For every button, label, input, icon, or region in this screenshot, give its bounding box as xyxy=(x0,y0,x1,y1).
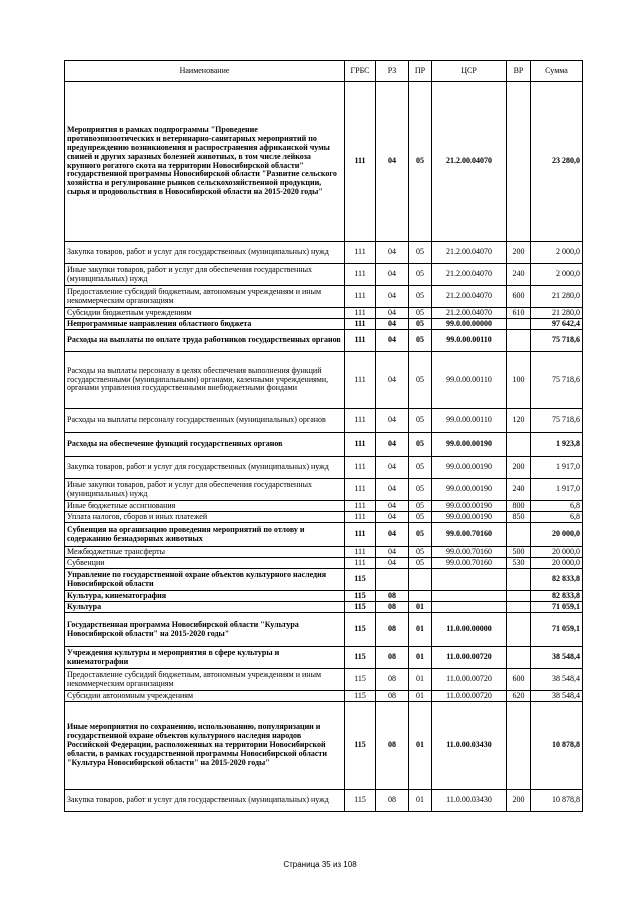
cell-vr: 100 xyxy=(507,352,531,409)
cell-pr: 01 xyxy=(409,702,432,790)
cell-rz: 04 xyxy=(376,501,409,512)
table-row xyxy=(65,352,583,409)
cell-vr xyxy=(507,702,531,790)
cell-sum: 71 059,1 xyxy=(531,602,583,613)
cell-csr: 99.0.00.00110 xyxy=(432,352,507,409)
cell-pr: 05 xyxy=(409,82,432,242)
cell-vr: 800 xyxy=(507,501,531,512)
cell-sum: 20 000,0 xyxy=(531,523,583,547)
cell-sum: 82 833,8 xyxy=(531,569,583,591)
cell-grbs: 115 xyxy=(345,591,376,602)
cell-rz: 08 xyxy=(376,702,409,790)
cell-csr: 11.0.00.03430 xyxy=(432,790,507,812)
cell-pr: 01 xyxy=(409,669,432,691)
cell-name: Непрограммные направления областного бюджета xyxy=(65,319,345,330)
cell-pr: 05 xyxy=(409,457,432,479)
cell-vr: 240 xyxy=(507,264,531,286)
cell-sum: 1 917,0 xyxy=(531,479,583,501)
cell-csr: 21.2.00.04070 xyxy=(432,82,507,242)
cell-vr xyxy=(507,330,531,352)
cell-rz xyxy=(376,569,409,591)
cell-name: Расходы на выплаты по оплате труда работников государственных органов xyxy=(65,330,345,352)
column-header-sum: Сумма xyxy=(531,61,583,82)
table-row xyxy=(65,547,583,558)
table-row xyxy=(65,669,583,691)
cell-name: Межбюджетные трансферты xyxy=(65,547,345,558)
table-row xyxy=(65,319,583,330)
table-row xyxy=(65,501,583,512)
cell-sum: 38 548,4 xyxy=(531,691,583,702)
cell-rz: 04 xyxy=(376,308,409,319)
cell-grbs: 111 xyxy=(345,558,376,569)
cell-grbs: 111 xyxy=(345,523,376,547)
cell-pr xyxy=(409,569,432,591)
cell-grbs: 111 xyxy=(345,457,376,479)
table-header-row xyxy=(65,61,583,82)
cell-name: Закупка товаров, работ и услуг для государственных (муниципальных) нужд xyxy=(65,790,345,812)
cell-csr: 99.0.00.70160 xyxy=(432,558,507,569)
cell-rz: 04 xyxy=(376,82,409,242)
cell-csr: 21.2.00.04070 xyxy=(432,242,507,264)
cell-csr: 99.0.00.00190 xyxy=(432,433,507,457)
cell-name: Уплата налогов, сборов и иных платежей xyxy=(65,512,345,523)
cell-name: Иные бюджетные ассигнования xyxy=(65,501,345,512)
table-row xyxy=(65,286,583,308)
column-header-rz: РЗ xyxy=(376,61,409,82)
cell-name: Расходы на выплаты персоналу в целях обеспечения выполнения функций государственными (муниципальными) органами, казенными учреждениями, органами управления государственными внебюджетными фондами xyxy=(65,352,345,409)
cell-name: Расходы на обеспечение функций государственных органов xyxy=(65,433,345,457)
column-header-grbs: ГРБС xyxy=(345,61,376,82)
table-row xyxy=(65,308,583,319)
cell-pr: 05 xyxy=(409,286,432,308)
cell-pr: 01 xyxy=(409,613,432,647)
cell-csr: 99.0.00.00000 xyxy=(432,319,507,330)
cell-sum: 1 917,0 xyxy=(531,457,583,479)
cell-csr: 21.2.00.04070 xyxy=(432,308,507,319)
cell-pr: 05 xyxy=(409,433,432,457)
cell-grbs: 111 xyxy=(345,547,376,558)
cell-grbs: 111 xyxy=(345,512,376,523)
cell-vr xyxy=(507,433,531,457)
table-row xyxy=(65,433,583,457)
cell-vr: 600 xyxy=(507,286,531,308)
cell-vr: 850 xyxy=(507,512,531,523)
cell-name: Культура, кинематография xyxy=(65,591,345,602)
cell-name: Субвенции xyxy=(65,558,345,569)
cell-csr: 99.0.00.00190 xyxy=(432,457,507,479)
cell-rz: 04 xyxy=(376,433,409,457)
cell-csr: 99.0.00.00110 xyxy=(432,409,507,433)
cell-name: Культура xyxy=(65,602,345,613)
cell-rz: 04 xyxy=(376,457,409,479)
cell-vr xyxy=(507,591,531,602)
cell-rz: 04 xyxy=(376,352,409,409)
cell-sum: 6,8 xyxy=(531,512,583,523)
table-row xyxy=(65,558,583,569)
cell-name: Мероприятия в рамках подпрограммы "Проведение противоэпизоотических и ветеринарно-санитарных мероприятий по предупреждению возникновения и распространения африканской чумы свиней и других заразных болезней животных, в том числе лейкоза крупного рогатого скота на территории Новосибирской области" государственной программы Новосибирской области "Развитие сельского хозяйства и регулирование рынков сельскохозяйственной продукции, сырья и продовольствия в Новосибирской области на 2015-2020 годы" xyxy=(65,82,345,242)
cell-grbs: 111 xyxy=(345,286,376,308)
cell-pr: 05 xyxy=(409,308,432,319)
cell-sum: 23 280,0 xyxy=(531,82,583,242)
cell-csr: 11.0.00.00720 xyxy=(432,691,507,702)
cell-vr: 530 xyxy=(507,558,531,569)
cell-name: Иные закупки товаров, работ и услуг для обеспечения государственных (муниципальных) нужд xyxy=(65,264,345,286)
table-row xyxy=(65,82,583,242)
cell-vr xyxy=(507,602,531,613)
cell-rz: 08 xyxy=(376,647,409,669)
cell-sum: 2 000,0 xyxy=(531,264,583,286)
cell-csr xyxy=(432,591,507,602)
cell-rz: 04 xyxy=(376,558,409,569)
cell-grbs: 111 xyxy=(345,82,376,242)
cell-rz: 08 xyxy=(376,602,409,613)
cell-rz: 04 xyxy=(376,512,409,523)
cell-grbs: 111 xyxy=(345,433,376,457)
cell-vr: 610 xyxy=(507,308,531,319)
cell-pr: 05 xyxy=(409,330,432,352)
cell-grbs: 111 xyxy=(345,264,376,286)
page-number: Страница 35 из 108 xyxy=(283,860,357,869)
cell-grbs: 115 xyxy=(345,702,376,790)
cell-pr: 01 xyxy=(409,647,432,669)
cell-vr xyxy=(507,613,531,647)
cell-vr xyxy=(507,319,531,330)
cell-pr: 05 xyxy=(409,523,432,547)
cell-name: Предоставление субсидий бюджетным, автономным учреждениям и иным некоммерческим организациям xyxy=(65,669,345,691)
cell-csr: 99.0.00.70160 xyxy=(432,547,507,558)
cell-rz: 08 xyxy=(376,790,409,812)
cell-grbs: 115 xyxy=(345,790,376,812)
cell-sum: 10 878,8 xyxy=(531,790,583,812)
cell-rz: 04 xyxy=(376,479,409,501)
cell-rz: 04 xyxy=(376,547,409,558)
cell-rz: 04 xyxy=(376,286,409,308)
cell-grbs: 111 xyxy=(345,479,376,501)
cell-vr: 620 xyxy=(507,691,531,702)
column-header-name: Наименование xyxy=(65,61,345,82)
cell-csr: 99.0.00.70160 xyxy=(432,523,507,547)
table-row xyxy=(65,691,583,702)
table-row xyxy=(65,457,583,479)
cell-grbs: 111 xyxy=(345,352,376,409)
cell-rz: 08 xyxy=(376,591,409,602)
cell-name: Субсидии бюджетным учреждениям xyxy=(65,308,345,319)
cell-pr: 05 xyxy=(409,264,432,286)
cell-name: Государственная программа Новосибирской области "Культура Новосибирской области" на 2015-2020 годы" xyxy=(65,613,345,647)
cell-sum: 71 059,1 xyxy=(531,613,583,647)
cell-grbs: 111 xyxy=(345,330,376,352)
cell-pr: 05 xyxy=(409,512,432,523)
cell-csr: 99.0.00.00190 xyxy=(432,501,507,512)
cell-name: Иные закупки товаров, работ и услуг для обеспечения государственных (муниципальных) нужд xyxy=(65,479,345,501)
table-row xyxy=(65,523,583,547)
column-header-csr: ЦСР xyxy=(432,61,507,82)
cell-csr: 11.0.00.00000 xyxy=(432,613,507,647)
cell-rz: 04 xyxy=(376,264,409,286)
cell-csr xyxy=(432,569,507,591)
cell-vr xyxy=(507,647,531,669)
cell-name: Управление по государственной охране объектов культурного наследия Новосибирской области xyxy=(65,569,345,591)
cell-csr xyxy=(432,602,507,613)
cell-vr: 200 xyxy=(507,790,531,812)
table-body xyxy=(65,82,583,812)
cell-csr: 11.0.00.00720 xyxy=(432,647,507,669)
cell-sum: 6,8 xyxy=(531,501,583,512)
cell-pr: 05 xyxy=(409,558,432,569)
cell-sum: 21 280,0 xyxy=(531,286,583,308)
cell-sum: 38 548,4 xyxy=(531,669,583,691)
cell-name: Закупка товаров, работ и услуг для государственных (муниципальных) нужд xyxy=(65,457,345,479)
cell-pr: 01 xyxy=(409,602,432,613)
cell-csr: 99.0.00.00190 xyxy=(432,479,507,501)
cell-csr: 11.0.00.03430 xyxy=(432,702,507,790)
cell-sum: 75 718,6 xyxy=(531,330,583,352)
cell-rz: 08 xyxy=(376,613,409,647)
cell-vr xyxy=(507,82,531,242)
cell-pr: 05 xyxy=(409,352,432,409)
cell-sum: 1 923,8 xyxy=(531,433,583,457)
table-row xyxy=(65,479,583,501)
cell-rz: 08 xyxy=(376,669,409,691)
cell-csr: 21.2.00.04070 xyxy=(432,286,507,308)
cell-grbs: 115 xyxy=(345,691,376,702)
cell-grbs: 115 xyxy=(345,647,376,669)
table-row xyxy=(65,569,583,591)
cell-sum: 20 000,0 xyxy=(531,547,583,558)
cell-sum: 20 000,0 xyxy=(531,558,583,569)
cell-pr: 05 xyxy=(409,501,432,512)
cell-rz: 04 xyxy=(376,242,409,264)
cell-sum: 97 642,4 xyxy=(531,319,583,330)
cell-sum: 82 833,8 xyxy=(531,591,583,602)
column-header-pr: ПР xyxy=(409,61,432,82)
table-row xyxy=(65,613,583,647)
cell-csr: 11.0.00.00720 xyxy=(432,669,507,691)
table-row xyxy=(65,790,583,812)
cell-sum: 2 000,0 xyxy=(531,242,583,264)
cell-vr: 240 xyxy=(507,479,531,501)
cell-vr: 120 xyxy=(507,409,531,433)
cell-vr xyxy=(507,569,531,591)
cell-name: Предоставление субсидий бюджетным, автономным учреждениям и иным некоммерческим организациям xyxy=(65,286,345,308)
cell-grbs: 115 xyxy=(345,602,376,613)
cell-sum: 75 718,6 xyxy=(531,409,583,433)
cell-rz: 04 xyxy=(376,330,409,352)
cell-pr xyxy=(409,591,432,602)
table-row xyxy=(65,330,583,352)
budget-table xyxy=(64,60,583,812)
cell-rz: 04 xyxy=(376,409,409,433)
cell-sum: 38 548,4 xyxy=(531,647,583,669)
cell-sum: 21 280,0 xyxy=(531,308,583,319)
cell-grbs: 111 xyxy=(345,319,376,330)
table-row xyxy=(65,409,583,433)
table-row xyxy=(65,702,583,790)
cell-rz: 04 xyxy=(376,523,409,547)
cell-grbs: 115 xyxy=(345,613,376,647)
cell-name: Учреждения культуры и мероприятия в сфере культуры и кинематографии xyxy=(65,647,345,669)
cell-sum: 10 878,8 xyxy=(531,702,583,790)
cell-pr: 01 xyxy=(409,691,432,702)
cell-grbs: 115 xyxy=(345,669,376,691)
cell-vr: 500 xyxy=(507,547,531,558)
cell-pr: 05 xyxy=(409,409,432,433)
cell-grbs: 111 xyxy=(345,242,376,264)
table-row xyxy=(65,602,583,613)
cell-grbs: 115 xyxy=(345,569,376,591)
cell-sum: 75 718,6 xyxy=(531,352,583,409)
cell-csr: 21.2.00.04070 xyxy=(432,264,507,286)
cell-vr xyxy=(507,523,531,547)
cell-name: Субсидии автономным учреждениям xyxy=(65,691,345,702)
cell-pr: 01 xyxy=(409,790,432,812)
cell-pr: 05 xyxy=(409,547,432,558)
cell-grbs: 111 xyxy=(345,409,376,433)
table-row xyxy=(65,512,583,523)
cell-grbs: 111 xyxy=(345,501,376,512)
table-row xyxy=(65,591,583,602)
cell-vr: 200 xyxy=(507,457,531,479)
cell-vr: 600 xyxy=(507,669,531,691)
table-row xyxy=(65,647,583,669)
cell-vr: 200 xyxy=(507,242,531,264)
cell-grbs: 111 xyxy=(345,308,376,319)
cell-pr: 05 xyxy=(409,319,432,330)
cell-name: Иные мероприятия по сохранению, использованию, популяризации и государственной охране объектов культурного наследия народов Российской Федерации, расположенных на территории Новосибирской области, в рамках государственной программы Новосибирской области "Культура Новосибирской области" на 2015-2020 годы" xyxy=(65,702,345,790)
column-header-vr: ВР xyxy=(507,61,531,82)
cell-pr: 05 xyxy=(409,242,432,264)
table-row xyxy=(65,242,583,264)
cell-csr: 99.0.00.00190 xyxy=(432,512,507,523)
cell-pr: 05 xyxy=(409,479,432,501)
cell-csr: 99.0.00.00110 xyxy=(432,330,507,352)
cell-name: Расходы на выплаты персоналу государственных (муниципальных) органов xyxy=(65,409,345,433)
cell-rz: 04 xyxy=(376,319,409,330)
table-row xyxy=(65,264,583,286)
cell-name: Субвенция на организацию проведения мероприятий по отлову и содержанию безнадзорных животных xyxy=(65,523,345,547)
cell-name: Закупка товаров, работ и услуг для государственных (муниципальных) нужд xyxy=(65,242,345,264)
cell-rz: 08 xyxy=(376,691,409,702)
